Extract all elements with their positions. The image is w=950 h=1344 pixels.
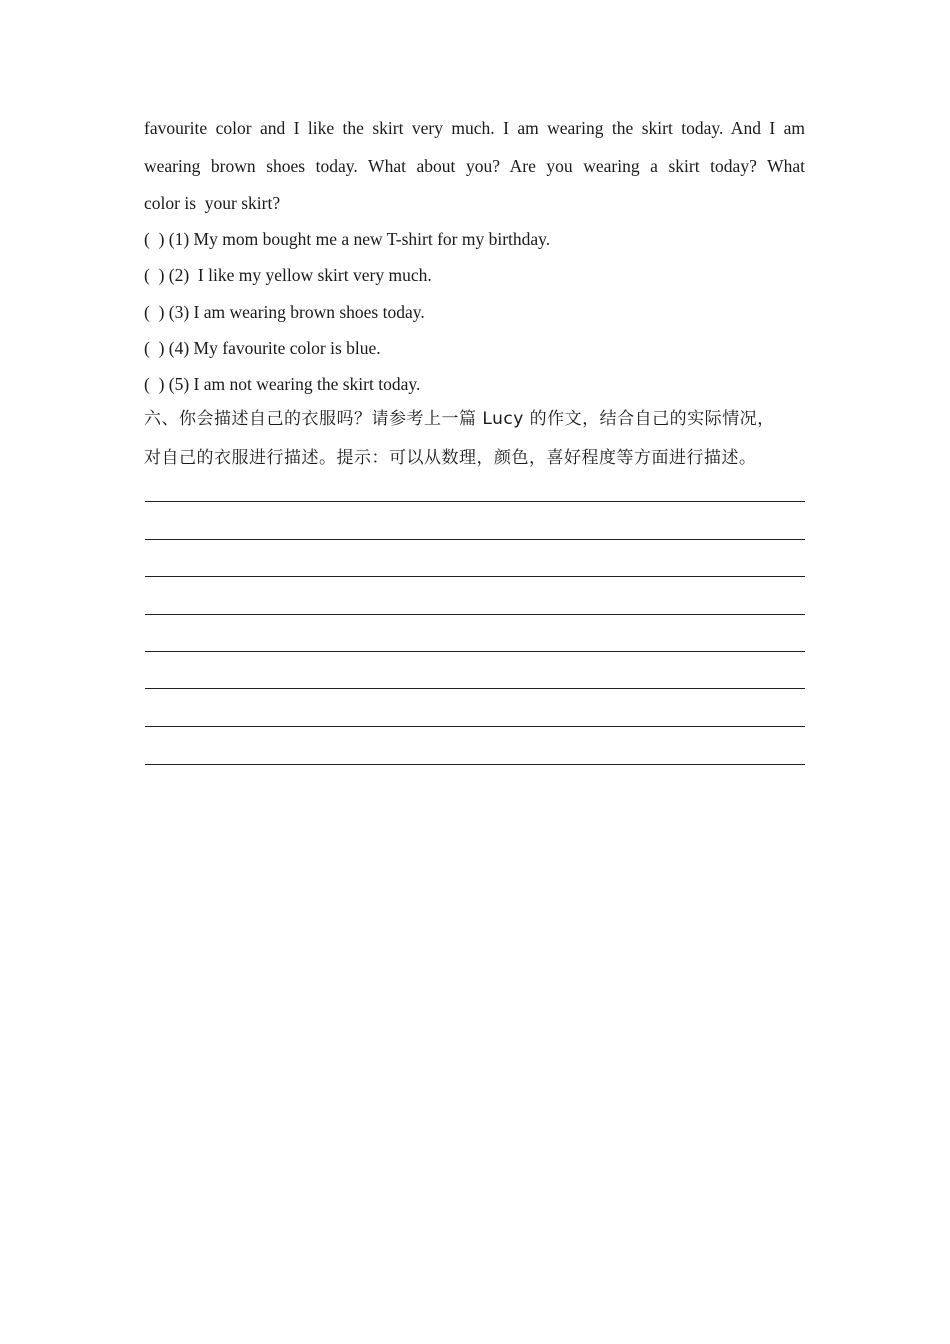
writing-line-2[interactable] bbox=[145, 539, 805, 540]
passage-line-3: color is your skirt? bbox=[144, 193, 281, 213]
writing-line-3[interactable] bbox=[145, 576, 805, 577]
question-4: ( ) (4) My favourite color is blue. bbox=[144, 338, 381, 358]
passage-line-1: favourite color and I like the skirt very much. I am wearing the skirt today. And I am bbox=[144, 118, 805, 138]
writing-line-5[interactable] bbox=[145, 651, 805, 652]
question-2: ( ) (2) I like my yellow skirt very much. bbox=[144, 265, 432, 285]
writing-line-6[interactable] bbox=[145, 688, 805, 689]
writing-line-8[interactable] bbox=[145, 764, 805, 765]
question-1: ( ) (1) My mom bought me a new T-shirt for my birthday. bbox=[144, 229, 551, 249]
question-3: ( ) (3) I am wearing brown shoes today. bbox=[144, 302, 425, 322]
passage-line-2: wearing brown shoes today. What about you? Are you wearing a skirt today? What bbox=[144, 156, 805, 176]
question-5: ( ) (5) I am not wearing the skirt today. bbox=[144, 374, 421, 394]
writing-line-7[interactable] bbox=[145, 726, 805, 727]
section-6-heading: 六、你会描述自己的衣服吗？请参考上一篇 Lucy 的作文，结合自己的实际情况， bbox=[144, 409, 775, 429]
writing-line-4[interactable] bbox=[145, 614, 805, 615]
section-6-instructions: 对自己的衣服进行描述。提示：可以从数理，颜色，喜好程度等方面进行描述。 bbox=[144, 448, 757, 468]
writing-line-1[interactable] bbox=[145, 501, 805, 502]
